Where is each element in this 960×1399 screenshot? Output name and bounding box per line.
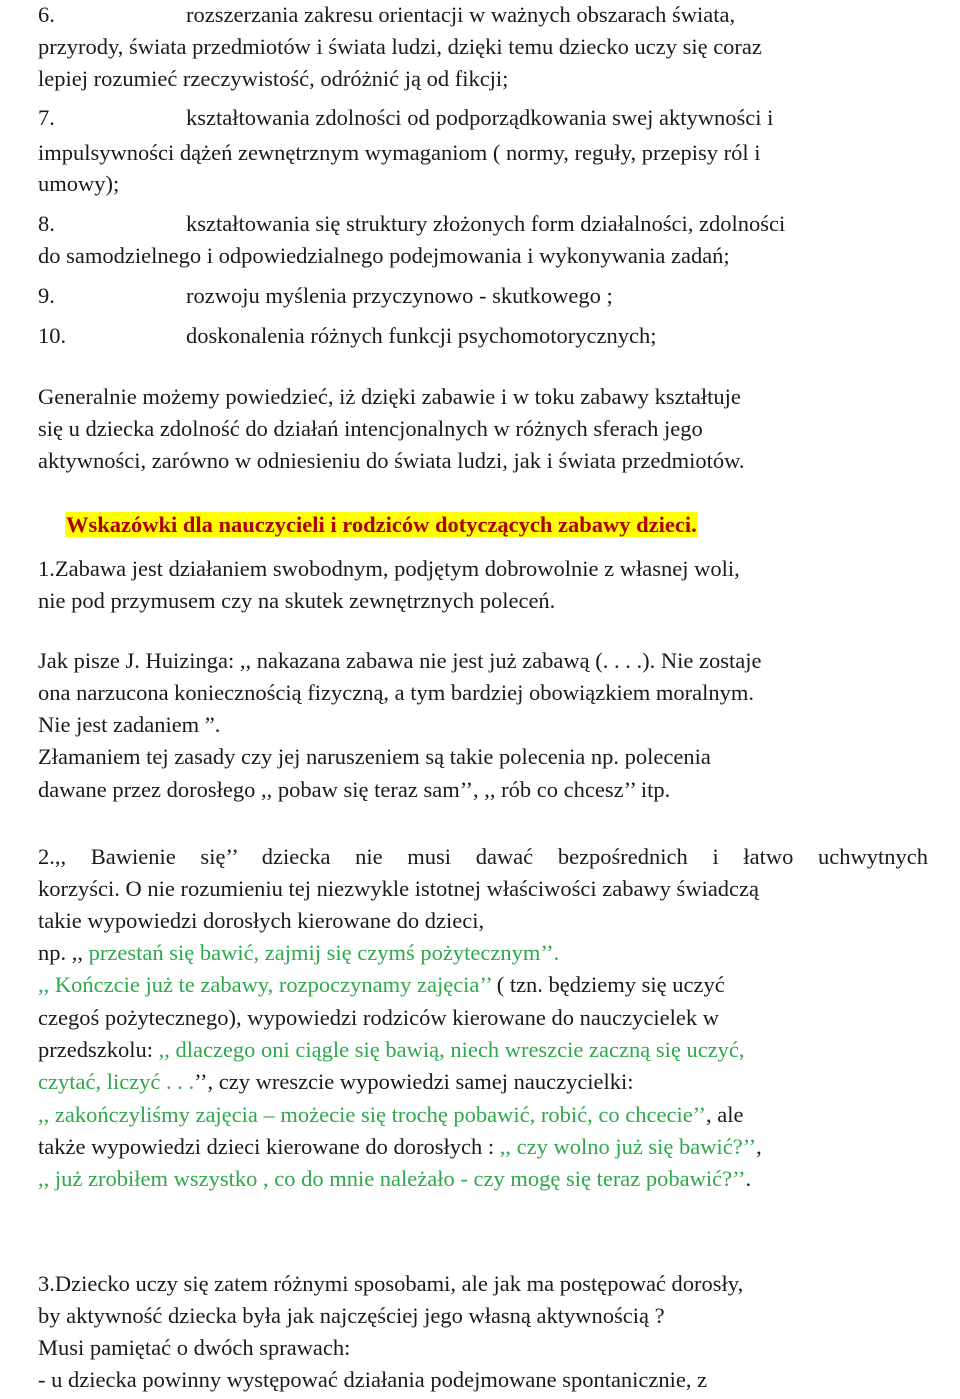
plain-text: , ale <box>706 1102 744 1127</box>
green-quote: czytać, liczyć . . . <box>38 1069 195 1094</box>
example-prefix: np. ,, <box>38 940 89 965</box>
point-3-line-2: by aktywność dziecka była jak najczęściej jego własną aktywnością ? <box>38 1303 665 1328</box>
list-item-number: 8. <box>38 211 55 236</box>
list-item-number: 6. <box>38 2 55 27</box>
green-quote: ,, dlaczego oni ciągle się bawią, niech wreszcie zaczną się uczyć, <box>158 1037 745 1062</box>
point-2-line-11 <box>38 1163 938 1195</box>
huizinga-line-3: Nie jest zadaniem ”. <box>38 712 221 737</box>
point-2-line-3: takie wypowiedzi dorosłych kierowane do dzieci, <box>38 908 485 933</box>
plain-text: , <box>756 1134 762 1159</box>
point-1-line-2: nie pod przymusem czy na skutek zewnętrznych poleceń. <box>38 588 556 613</box>
list-item-number: 9. <box>38 283 55 308</box>
list-item-6-line-3: lepiej rozumieć rzeczywistość, odróżnić ją od fikcji; <box>38 66 509 91</box>
point-2-line-8 <box>38 1066 938 1098</box>
point-3-line-3: Musi pamiętać o dwóch sprawach: <box>38 1335 351 1360</box>
point-3-line-1: 3.Dziecko uczy się zatem różnymi sposobami, ale jak ma postępować dorosły, <box>38 1271 744 1296</box>
green-quote: przestań się bawić, zajmij się czymś pożytecznym’’. <box>88 940 560 965</box>
summary-line-1: Generalnie możemy powiedzieć, iż dzięki zabawie i w toku zabawy kształtuje <box>38 384 741 409</box>
list-item-6-line-2: przyrody, świata przedmiotów i świata ludzi, dzięki temu dziecko uczy się coraz <box>38 34 762 59</box>
list-item-7-line-1 <box>38 102 938 134</box>
green-quote: ,, zakończyliśmy zajęcia – możecie się trochę pobawić, robić, co chcecie’’ <box>38 1102 706 1127</box>
point-2-line-2: korzyści. O nie rozumieniu tej niezwykle istotnej właściwości zabawy świadczą <box>38 876 760 901</box>
point-2-line-6: czegoś pożytecznego), wypowiedzi rodziców kierowane do nauczycielek w <box>38 1005 719 1030</box>
plain-text: ’’, czy wreszcie wypowiedzi samej nauczycielki: <box>194 1069 634 1094</box>
point-2-line-4 <box>38 937 938 969</box>
list-item-6-line-1 <box>38 0 938 31</box>
plain-text: także wypowiedzi dzieci kierowane do dorosłych : <box>38 1134 500 1159</box>
summary-line-3: aktywności, zarówno w odniesieniu do świata ludzi, jak i świata przedmiotów. <box>38 448 745 473</box>
green-quote: ,, czy wolno już się bawić?’’ <box>499 1134 757 1159</box>
point-2-line-5 <box>38 969 938 1001</box>
point-2-line-9 <box>38 1099 938 1131</box>
list-item-number: 7. <box>38 105 55 130</box>
huizinga-line-2: ona narzucona koniecznością fizyczną, a tym bardziej obowiązkiem moralnym. <box>38 680 754 705</box>
list-item-text: kształtowania się struktury złożonych form działalności, zdolności <box>186 211 786 236</box>
green-quote: ,, Kończcie już te zabawy, rozpoczynamy zajęcia’’ <box>38 972 492 997</box>
point-1-line-1: 1.Zabawa jest działaniem swobodnym, podjętym dobrowolnie z własnej woli, <box>38 556 740 581</box>
list-item-text: kształtowania zdolności od podporządkowania swej aktywności i <box>186 105 774 130</box>
plain-text: . <box>745 1166 752 1191</box>
point-2-line-1: 2.,, Bawienie się’’ dziecka nie musi dawać bezpośrednich i łatwo uchwytnych <box>38 844 928 869</box>
huizinga-line-5: dawane przez dorosłego ,, pobaw się teraz sam’’, ,, rób co chcesz’’ itp. <box>38 777 671 802</box>
list-item-text: rozszerzania zakresu orientacji w ważnych obszarach świata, <box>186 2 736 27</box>
huizinga-line-4: Złamaniem tej zasady czy jej naruszeniem są takie polecenia np. polecenia <box>38 744 711 769</box>
point-2-line-10 <box>38 1131 938 1163</box>
huizinga-line-1: Jak pisze J. Huizinga: ,, nakazana zabawa nie jest już zabawą (. . . .). Nie zostaje <box>38 648 762 673</box>
list-item-7-line-2: impulsywności dążeń zewnętrznym wymaganiom ( normy, reguły, przepisy ról i <box>38 140 761 165</box>
list-item-9-line-1 <box>38 280 938 312</box>
summary-line-2: się u dziecka zdolność do działań intencjonalnych w różnych sferach jego <box>38 416 703 441</box>
list-item-7-line-3: umowy); <box>38 171 120 196</box>
list-item-10-line-1 <box>38 320 938 352</box>
section-heading <box>65 509 960 541</box>
list-item-8-line-2: do samodzielnego i odpowiedzialnego podejmowania i wykonywania zadań; <box>38 243 730 268</box>
list-item-8-line-1 <box>38 208 938 240</box>
highlighted-heading: Wskazówki dla nauczycieli i rodziców dotyczących zabawy dzieci. <box>66 512 697 537</box>
plain-text: ( tzn. będziemy się uczyć <box>491 972 725 997</box>
point-3-line-4: - u dziecka powinny występować działania podejmowane spontanicznie, z <box>38 1367 708 1392</box>
list-item-text: doskonalenia różnych funkcji psychomotorycznych; <box>186 323 657 348</box>
point-2-line-7 <box>38 1034 938 1066</box>
list-item-text: rozwoju myślenia przyczynowo - skutkowego ; <box>186 283 613 308</box>
green-quote: ,, już zrobiłem wszystko , co do mnie należało - czy mogę się teraz pobawić?’’ <box>38 1166 746 1191</box>
list-item-number: 10. <box>38 323 67 348</box>
plain-text: przedszkolu: <box>38 1037 159 1062</box>
